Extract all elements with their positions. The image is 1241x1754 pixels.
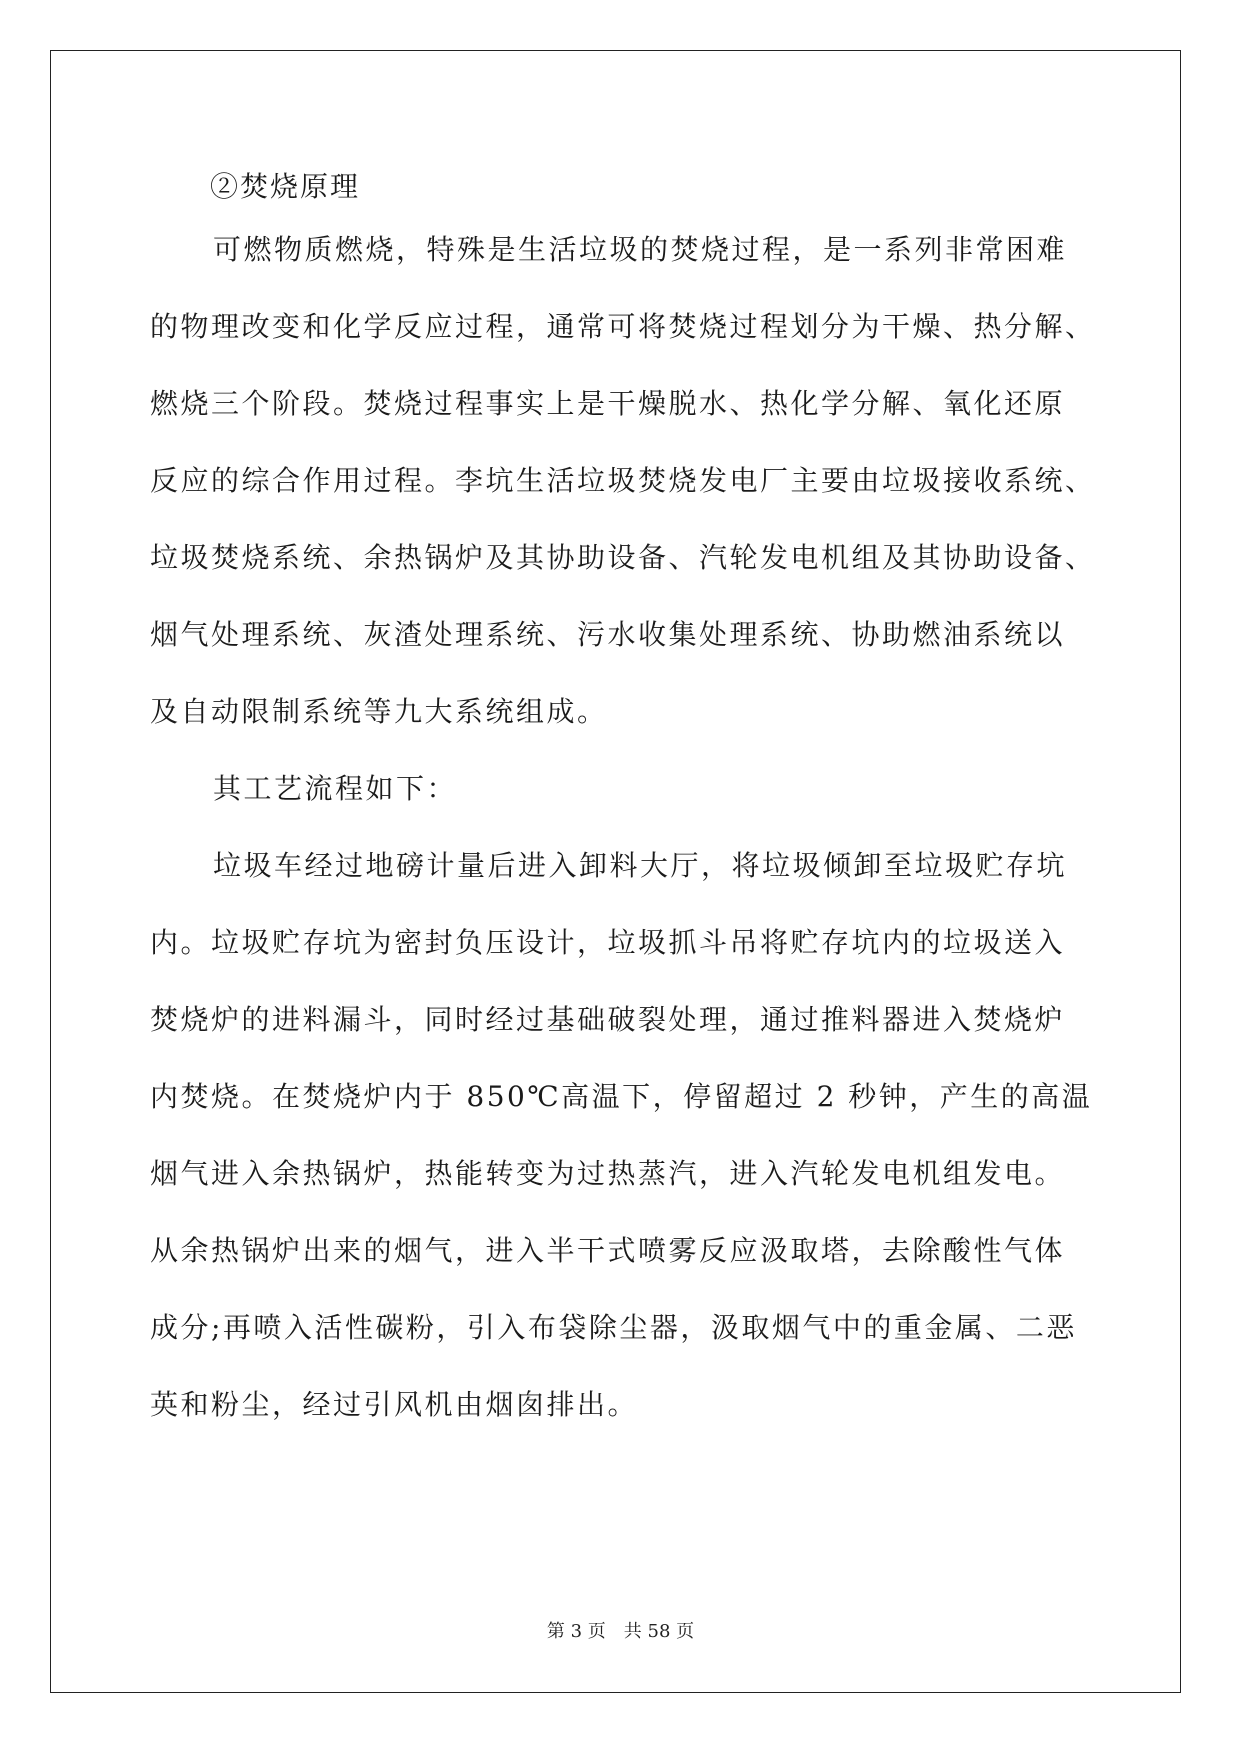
paragraph-line: 其工艺流程如下： <box>213 772 458 805</box>
paragraph-line: 的物理改变和化学反应过程，通常可将焚烧过程划分为干燥、热分解、 <box>150 310 1096 343</box>
paragraph-line: 垃圾车经过地磅计量后进入卸料大厅，将垃圾倾卸至垃圾贮存坑 <box>213 849 1068 882</box>
paragraph-line: 燃烧三个阶段。焚烧过程事实上是干燥脱水、热化学分解、氧化还原 <box>150 387 1066 420</box>
paragraph-line: 及自动限制系统等九大系统组成。 <box>150 695 608 728</box>
page-number: 第 3 页 <box>546 1621 606 1642</box>
paragraph-line: 英和粉尘，经过引风机由烟囱排出。 <box>150 1388 639 1421</box>
page-footer <box>0 1620 1241 1644</box>
paragraph-line: 内。垃圾贮存坑为密封负压设计，垃圾抓斗吊将贮存坑内的垃圾送入 <box>150 926 1066 959</box>
page-total: 共 58 页 <box>623 1621 695 1642</box>
paragraph-line: 焚烧炉的进料漏斗，同时经过基础破裂处理，通过推料器进入焚烧炉 <box>150 1003 1066 1036</box>
paragraph-line: 从余热锅炉出来的烟气，进入半干式喷雾反应汲取塔，去除酸性气体 <box>150 1234 1066 1267</box>
paragraph-line: 成分;再喷入活性碳粉，引入布袋除尘器，汲取烟气中的重金属、二恶 <box>150 1311 1077 1344</box>
paragraph-line: 垃圾焚烧系统、余热锅炉及其协助设备、汽轮发电机组及其协助设备、 <box>150 541 1096 574</box>
paragraph-line: 内焚烧。在焚烧炉内于 850℃高温下，停留超过 2 秒钟，产生的高温 <box>150 1080 1093 1113</box>
paragraph-line: 可燃物质燃烧，特殊是生活垃圾的焚烧过程，是一系列非常困难 <box>213 233 1068 266</box>
paragraph-line: 烟气处理系统、灰渣处理系统、污水收集处理系统、协助燃油系统以 <box>150 618 1066 651</box>
paragraph-line: 烟气进入余热锅炉，热能转变为过热蒸汽，进入汽轮发电机组发电。 <box>150 1157 1066 1190</box>
section-heading: ②焚烧原理 <box>210 170 361 203</box>
paragraph-line: 反应的综合作用过程。李坑生活垃圾焚烧发电厂主要由垃圾接收系统、 <box>150 464 1096 497</box>
